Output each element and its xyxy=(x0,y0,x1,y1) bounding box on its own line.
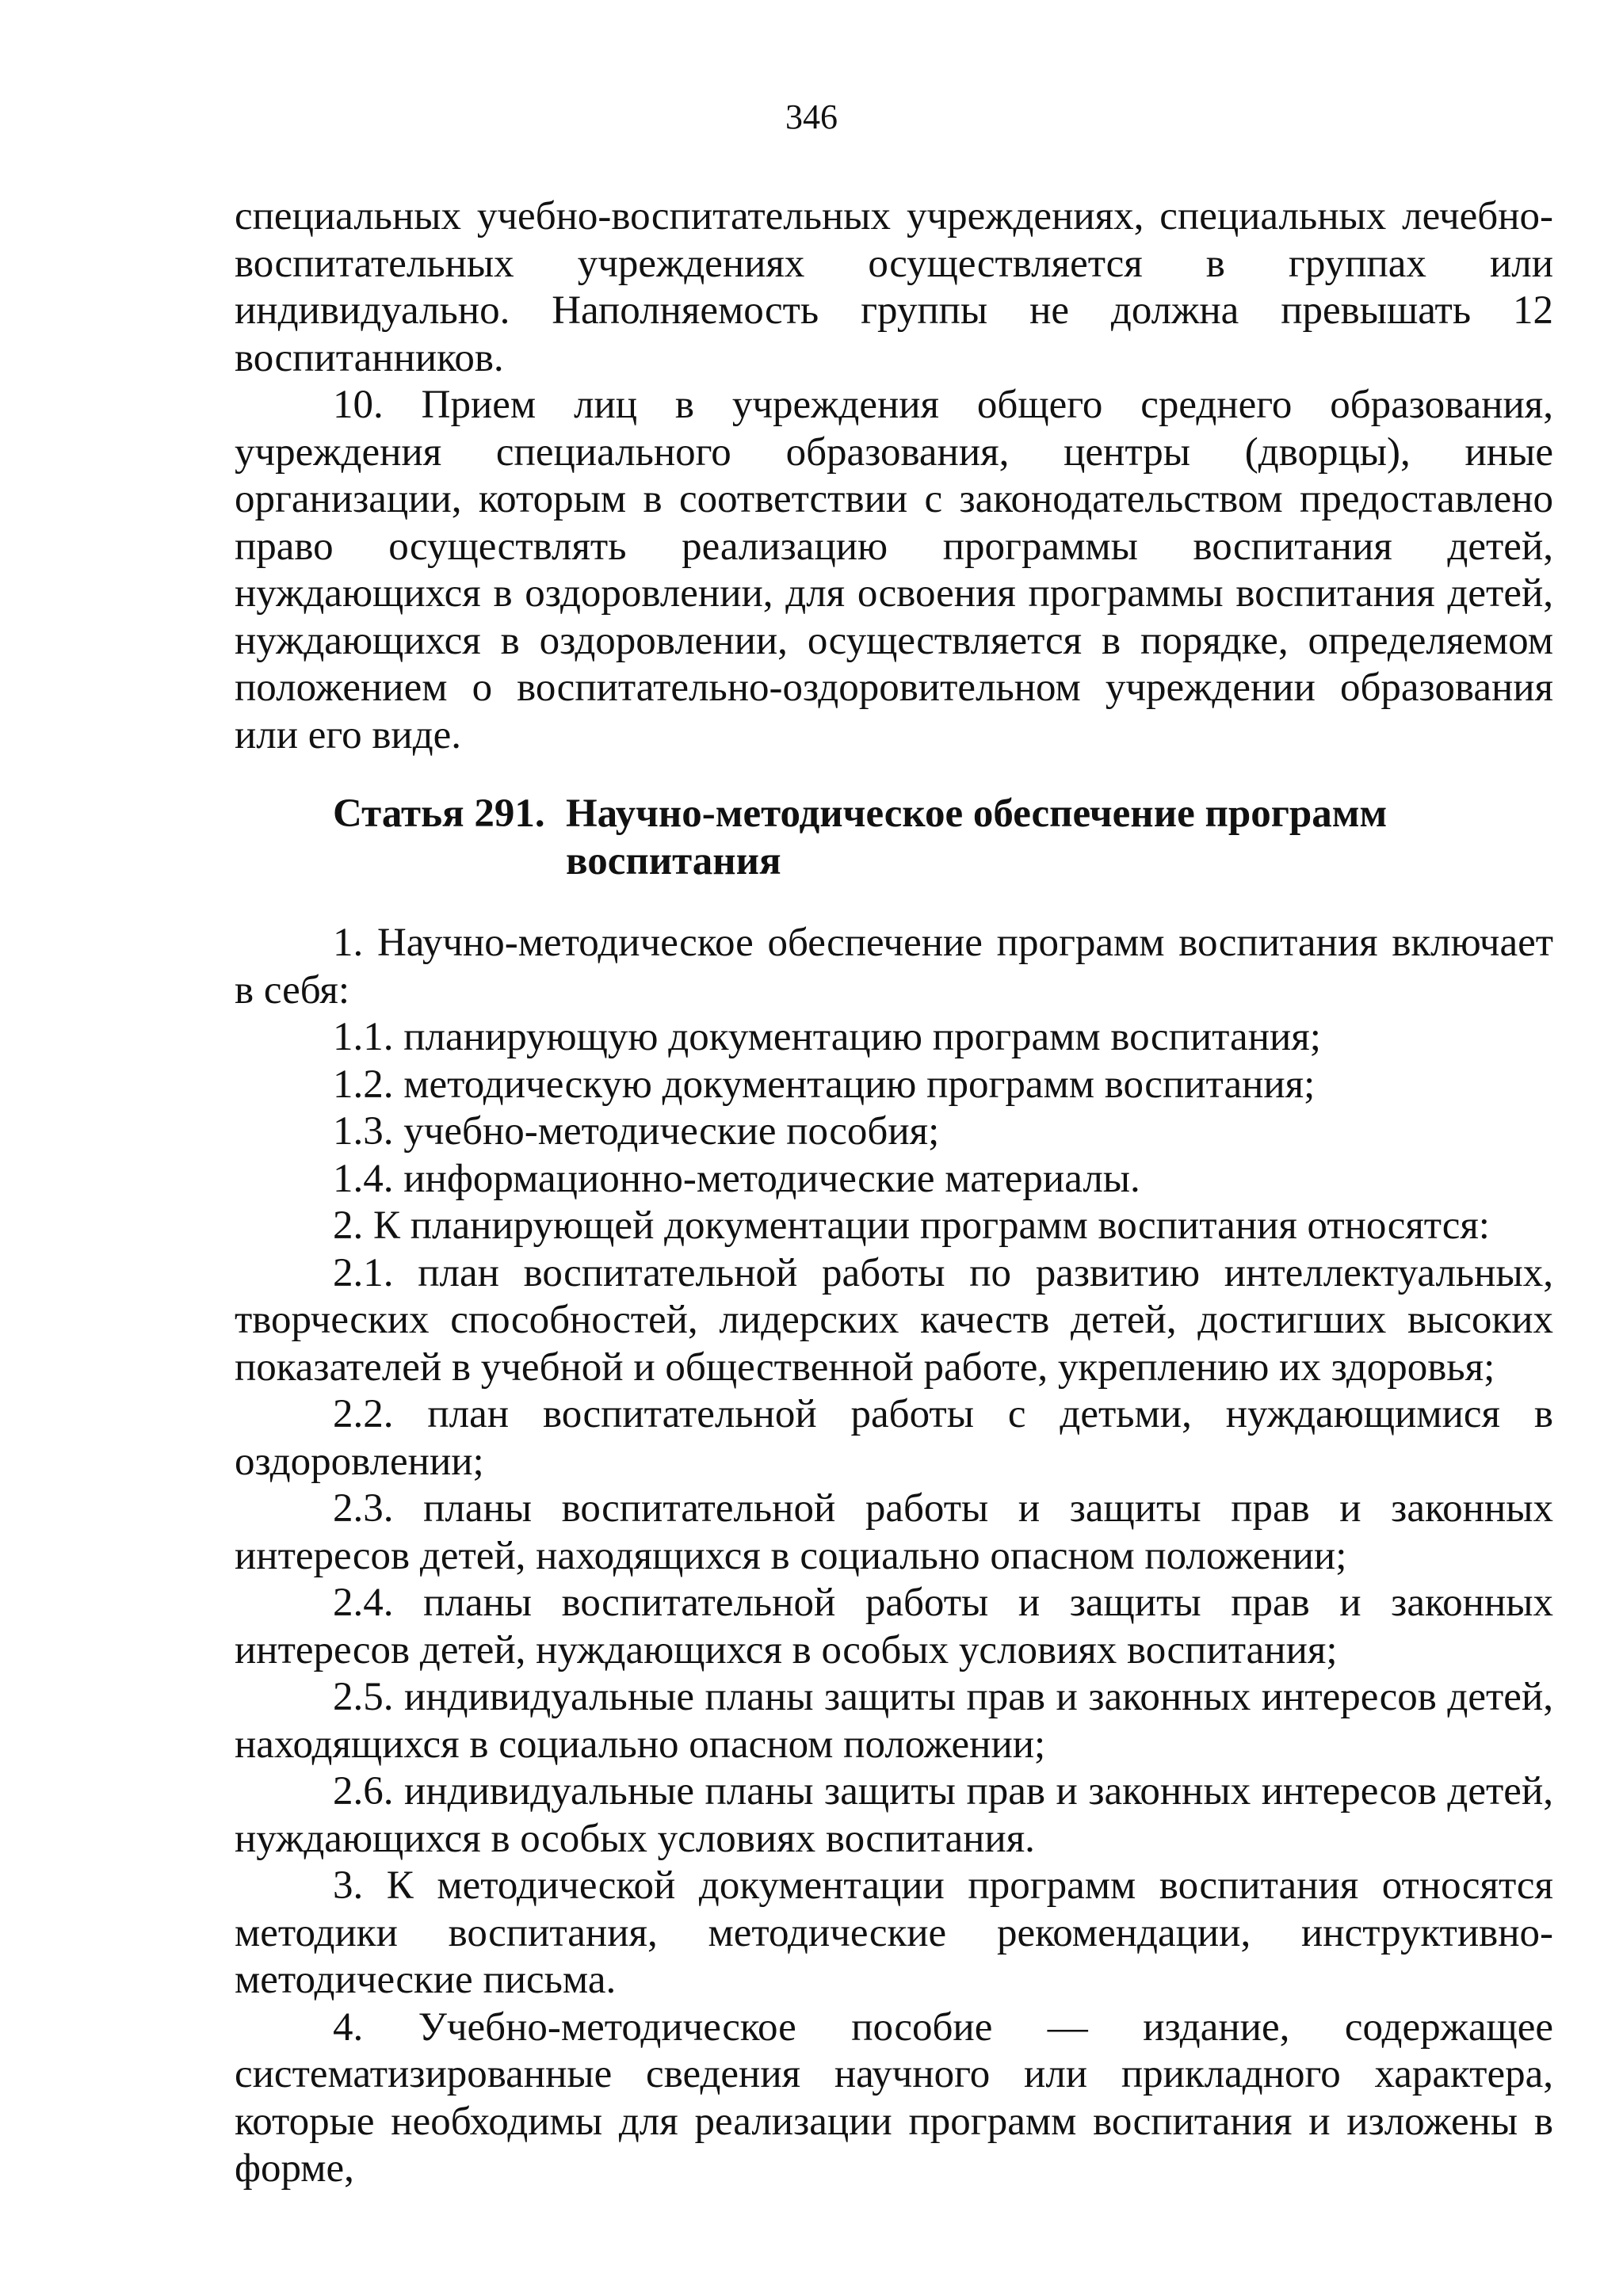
paragraph: 1.3. учебно-методические пособия; xyxy=(333,1109,940,1154)
paragraph: 2.1. план воспитательной работы по развитию интеллектуальных, творческих способностей, лидерских качеств детей, достигших высоких показателей в учебной и общественной работе, укреплению их здоровья; xyxy=(235,1250,1553,1390)
document-body xyxy=(235,193,1553,2193)
paragraph: 10. Прием лиц в учреждения общего среднего образования, учреждения специального образования, центры (дворцы), иные организации, которым в соответствии с законодательством предоставлено право осуществлять реализацию программы воспитания детей, нуждающихся в оздоровлении, для освоения программы воспитания детей, нуждающихся в оздоровлении, осуществляется в порядке, определяемом положением о воспитательно-оздоровительном учреждении образования или его виде. xyxy=(235,383,1553,757)
paragraph: 2.3. планы воспитательной работы и защиты прав и законных интересов детей, находящихся в социально опасном положении; xyxy=(235,1486,1553,1578)
paragraph: 1.4. информационно-методические материалы. xyxy=(333,1156,1140,1201)
paragraph: специальных учебно-воспитательных учреждениях, специальных лечебно-воспитательных учреждениях осуществляется в группах или индивидуально. Наполняемость группы не должна превышать 12 воспитанников. xyxy=(235,194,1553,380)
paragraph: 1.2. методическую документацию программ воспитания; xyxy=(333,1062,1316,1107)
paragraph: 1.1. планирующую документацию программ воспитания; xyxy=(333,1015,1321,1059)
paragraph: 2.6. индивидуальные планы защиты прав и законных интересов детей, нуждающихся в особых условиях воспитания. xyxy=(235,1769,1553,1861)
paragraph: 3. К методической документации программ воспитания относятся методики воспитания, методические рекомендации, инструктивно-методические письма. xyxy=(235,1863,1553,2002)
article-label: Статья 291. xyxy=(333,791,545,836)
paragraph: 4. Учебно-методическое пособие — издание, содержащее систематизированные сведения научного или прикладного характера, которые необходимы для реализации программ воспитания и изложены в форме, xyxy=(235,2004,1553,2191)
paragraph: 1. Научно-методическое обеспечение программ воспитания включает в себя: xyxy=(235,921,1553,1013)
paragraph: 2.5. индивидуальные планы защиты прав и законных интересов детей, находящихся в социально опасном положении; xyxy=(235,1675,1553,1767)
article-heading xyxy=(235,791,1553,885)
paragraph: 2. К планирующей документации программ воспитания относятся: xyxy=(333,1203,1490,1248)
article-title: Научно-методическое обеспечение программ воспитания xyxy=(566,791,1388,883)
page-number: 346 xyxy=(785,97,838,136)
paragraph: 2.2. план воспитательной работы с детьми, нуждающимися в оздоровлении; xyxy=(235,1392,1553,1484)
paragraph: 2.4. планы воспитательной работы и защиты прав и законных интересов детей, нуждающихся в особых условиях воспитания; xyxy=(235,1581,1553,1672)
